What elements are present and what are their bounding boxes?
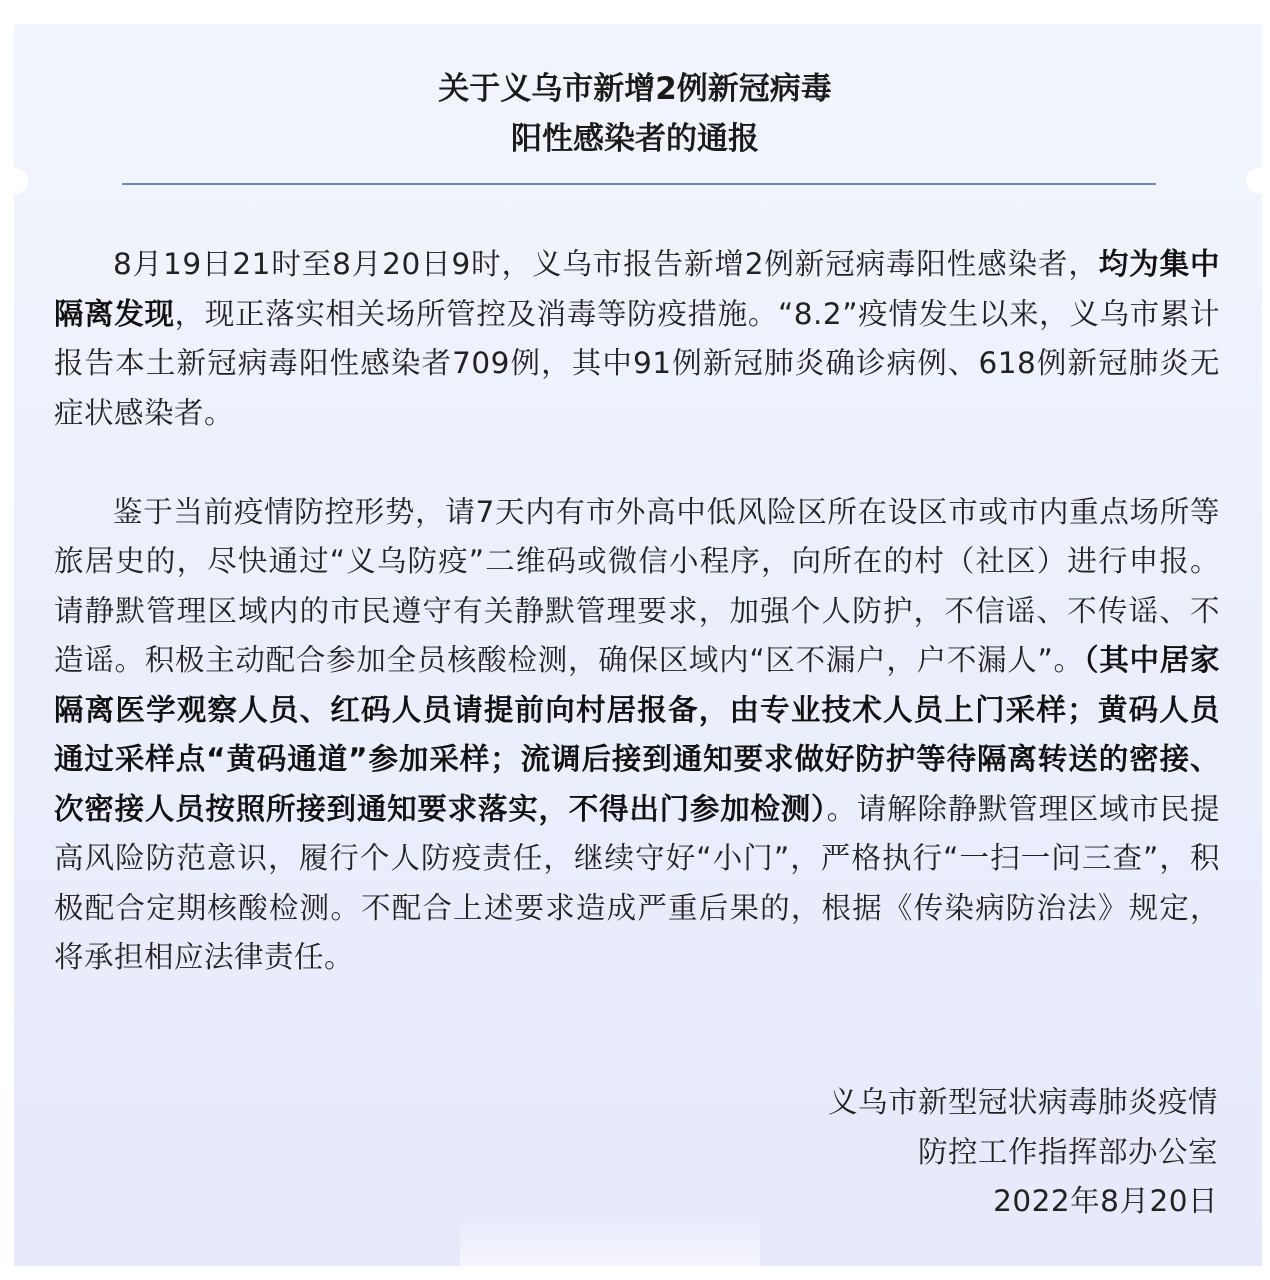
text-segment: ，现正落实相关场所管控及消毒等防疫措施。“8.2”疫情发生以来，义乌市累计报告本土新冠病毒阳性感染者709例，其中91例新冠肺炎确诊病例、618例新冠肺炎无症状感染者。 — [54, 296, 1220, 430]
text-segment: 。请解除静默管理区域市民提高风险防范意识，履行个人防疫责任，继续守好“小门”，严格执行“一扫一问三查”，积极配合定期核酸检测。不配合上述要求造成严重后果的，根据《传染病防治法》规定，将承担相应法律责任。 — [54, 791, 1220, 974]
notice-title-line-1: 关于义乌市新增2例新冠病毒 — [438, 71, 832, 107]
signature-org-line-1: 义乌市新型冠状病毒肺炎疫情 — [827, 1085, 1218, 1119]
bold-text-segment: 均为集中隔离发现 — [54, 247, 1220, 331]
paragraph-prevention-requirements — [54, 488, 1220, 983]
text-segment: 鉴于当前疫情防控形势，请7天内有市外高中低风险区所在设区市或市内重点场所等旅居史的，尽快通过“义乌防疫”二维码或微信小程序，向所在的村（社区）进行申报。请静默管理区域内的市民遵守有关静默管理要求，加强个人防护，不信谣、不传谣、不造谣。积极主动配合参加全员核酸检测，确保区域内“区不漏户，户不漏人”。 — [54, 494, 1220, 677]
notice-title — [0, 64, 1270, 164]
notice-title-line-2: 阳性感染者的通报 — [511, 121, 759, 157]
bottom-fade-decoration — [460, 1216, 760, 1266]
paragraph-case-report — [54, 240, 1220, 438]
bold-text-segment: （其中居家隔离医学观察人员、红码人员请提前向村居报备，由专业技术人员上门采样；黄码人员通过采样点“黄码通道”参加采样；流调后接到通知要求做好防护等待隔离转送的密接、次密接人员按照所接到通知要求落实，不得出门参加检测） — [54, 643, 1220, 826]
text-segment: 8月19日21时至8月20日9时，义乌市报告新增2例新冠病毒阳性感染者， — [113, 247, 1099, 281]
signature-block — [828, 1078, 1218, 1227]
notice-body — [54, 240, 1220, 983]
signature-org-line-2: 防控工作指挥部办公室 — [917, 1134, 1218, 1169]
signature-date: 2022年8月20日 — [993, 1184, 1218, 1218]
title-divider — [122, 183, 1156, 185]
card-notch-left — [2, 168, 28, 194]
card-notch-right — [1246, 168, 1270, 194]
